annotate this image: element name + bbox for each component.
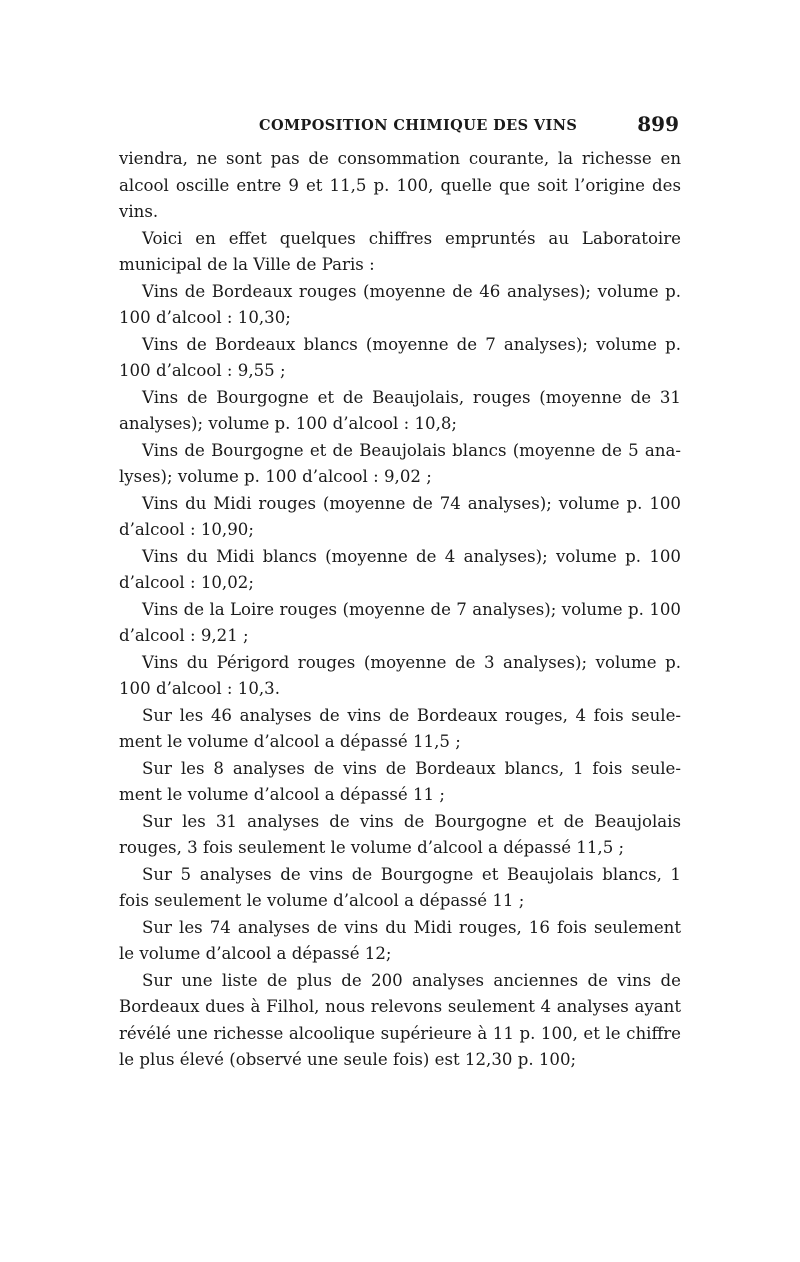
book-page — [119, 112, 681, 1074]
paragraph-stat-bordeaux-blancs: Sur les 8 analyses de vins de Bordeaux blancs, 1 fois seule-ment le volume d’alcool a dépassé 11 ; — [119, 758, 681, 804]
page-header — [119, 112, 681, 146]
paragraph-bourgogne-rouges: Vins de Bourgogne et de Beaujolais, rouges (moyenne de 31 analyses); volume p. 100 d’alcool : 10,8; — [119, 387, 681, 433]
paragraph-midi-rouges: Vins du Midi rouges (moyenne de 74 analyses); volume p. 100 d’alcool : 10,90; — [119, 493, 681, 539]
paragraph-bourgogne-blancs: Vins de Bourgogne et de Beaujolais blancs (moyenne de 5 ana-lyses); volume p. 100 d’alcool : 9,02 ; — [119, 440, 681, 486]
paragraph-bordeaux-rouges: Vins de Bordeaux rouges (moyenne de 46 analyses); volume p. 100 d’alcool : 10,30; — [119, 281, 681, 327]
running-head: COMPOSITION CHIMIQUE DES VINS — [259, 117, 578, 134]
body-text — [119, 146, 681, 1074]
paragraph-stat-midi-rouges: Sur les 74 analyses de vins du Midi rouges, 16 fois seulement le volume d’alcool a dépassé 12; — [119, 917, 681, 963]
paragraph-bordeaux-blancs: Vins de Bordeaux blancs (moyenne de 7 analyses); volume p. 100 d’alcool : 9,55 ; — [119, 334, 681, 380]
paragraph-intro: Voici en effet quelques chiffres empruntés au Laboratoire municipal de la Ville de Paris : — [119, 228, 681, 274]
paragraph-perigord-rouges: Vins du Périgord rouges (moyenne de 3 analyses); volume p. 100 d’alcool : 10,3. — [119, 652, 681, 698]
paragraph-midi-blancs: Vins du Midi blancs (moyenne de 4 analyses); volume p. 100 d’alcool : 10,02; — [119, 546, 681, 592]
paragraph-loire-rouges: Vins de la Loire rouges (moyenne de 7 analyses); volume p. 100 d’alcool : 9,21 ; — [119, 599, 681, 645]
paragraph-stat-filhol: Sur une liste de plus de 200 analyses anciennes de vins de Bordeaux dues à Filhol, nous relevons seulement 4 analyses ayant révélé une richesse alcoolique supérieure à 11 p. 100, et le chiffre le plus élevé (observé une seule fois) est 12,30 p. 100; — [119, 970, 681, 1069]
paragraph-stat-bourgogne-rouges: Sur les 31 analyses de vins de Bourgogne et de Beaujolais rouges, 3 fois seulement le volume d’alcool a dépassé 11,5 ; — [119, 811, 681, 857]
paragraph-stat-bourgogne-blancs: Sur 5 analyses de vins de Bourgogne et Beaujolais blancs, 1 fois seulement le volume d’alcool a dépassé 11 ; — [119, 864, 681, 910]
paragraph-stat-bordeaux-rouges: Sur les 46 analyses de vins de Bordeaux rouges, 4 fois seule-ment le volume d’alcool a dépassé 11,5 ; — [119, 705, 681, 751]
page-number: 899 — [637, 112, 679, 136]
paragraph-continuation: viendra, ne sont pas de consommation courante, la richesse en alcool oscille entre 9 et 11,5 p. 100, quelle que soit l’origine des vins. — [119, 149, 681, 221]
